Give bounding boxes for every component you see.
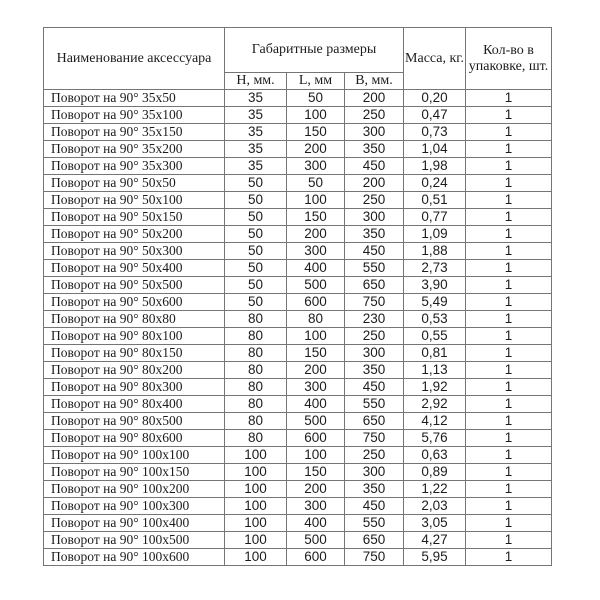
h-cell: 80 xyxy=(225,362,287,379)
qty-cell: 1 xyxy=(466,311,552,328)
name-cell: Поворот на 90° 100x400 xyxy=(44,515,225,532)
mass-cell: 0,77 xyxy=(404,209,466,226)
b-cell: 250 xyxy=(345,192,404,209)
table-row xyxy=(44,464,552,481)
name-cell: Поворот на 90° 100x500 xyxy=(44,532,225,549)
table-row xyxy=(44,481,552,498)
h-cell: 100 xyxy=(225,464,287,481)
b-cell: 350 xyxy=(345,481,404,498)
l-cell: 150 xyxy=(287,345,345,362)
name-cell: Поворот на 90° 50x150 xyxy=(44,209,225,226)
b-cell: 300 xyxy=(345,209,404,226)
b-cell: 550 xyxy=(345,260,404,277)
name-cell: Поворот на 90° 35x50 xyxy=(44,90,225,107)
h-cell: 50 xyxy=(225,277,287,294)
table-row xyxy=(44,277,552,294)
col-header-b-mm: B, мм. xyxy=(345,73,404,90)
qty-cell: 1 xyxy=(466,90,552,107)
b-cell: 200 xyxy=(345,175,404,192)
l-cell: 100 xyxy=(287,107,345,124)
name-cell: Поворот на 90° 80x500 xyxy=(44,413,225,430)
h-cell: 80 xyxy=(225,345,287,362)
mass-cell: 4,27 xyxy=(404,532,466,549)
table-row xyxy=(44,430,552,447)
l-cell: 400 xyxy=(287,396,345,413)
mass-cell: 1,09 xyxy=(404,226,466,243)
l-cell: 150 xyxy=(287,464,345,481)
b-cell: 750 xyxy=(345,549,404,566)
mass-cell: 0,51 xyxy=(404,192,466,209)
l-cell: 150 xyxy=(287,209,345,226)
mass-cell: 1,13 xyxy=(404,362,466,379)
name-cell: Поворот на 90° 100x200 xyxy=(44,481,225,498)
name-cell: Поворот на 90° 35x150 xyxy=(44,124,225,141)
mass-cell: 2,92 xyxy=(404,396,466,413)
h-cell: 35 xyxy=(225,90,287,107)
l-cell: 100 xyxy=(287,192,345,209)
b-cell: 650 xyxy=(345,413,404,430)
mass-cell: 0,20 xyxy=(404,90,466,107)
table-row xyxy=(44,328,552,345)
name-cell: Поворот на 90° 50x50 xyxy=(44,175,225,192)
qty-cell: 1 xyxy=(466,175,552,192)
col-header-accessory-name: Наименование аксессуара xyxy=(44,28,225,90)
l-cell: 600 xyxy=(287,549,345,566)
name-cell: Поворот на 90° 100x300 xyxy=(44,498,225,515)
qty-cell: 1 xyxy=(466,226,552,243)
h-cell: 50 xyxy=(225,226,287,243)
mass-cell: 1,22 xyxy=(404,481,466,498)
mass-cell: 2,03 xyxy=(404,498,466,515)
name-cell: Поворот на 90° 100x600 xyxy=(44,549,225,566)
mass-cell: 0,24 xyxy=(404,175,466,192)
name-cell: Поворот на 90° 50x500 xyxy=(44,277,225,294)
b-cell: 450 xyxy=(345,158,404,175)
b-cell: 350 xyxy=(345,226,404,243)
l-cell: 500 xyxy=(287,277,345,294)
mass-cell: 2,73 xyxy=(404,260,466,277)
table-row xyxy=(44,226,552,243)
mass-cell: 0,55 xyxy=(404,328,466,345)
l-cell: 600 xyxy=(287,294,345,311)
qty-cell: 1 xyxy=(466,192,552,209)
table-row xyxy=(44,532,552,549)
qty-cell: 1 xyxy=(466,447,552,464)
qty-cell: 1 xyxy=(466,396,552,413)
l-cell: 400 xyxy=(287,260,345,277)
table-row xyxy=(44,345,552,362)
h-cell: 100 xyxy=(225,515,287,532)
col-header-h-mm: H, мм. xyxy=(225,73,287,90)
b-cell: 550 xyxy=(345,515,404,532)
qty-cell: 1 xyxy=(466,328,552,345)
mass-cell: 3,90 xyxy=(404,277,466,294)
mass-cell: 0,81 xyxy=(404,345,466,362)
h-cell: 50 xyxy=(225,243,287,260)
l-cell: 100 xyxy=(287,328,345,345)
accessories-dimensions-table xyxy=(43,27,552,566)
mass-cell: 5,49 xyxy=(404,294,466,311)
table-header xyxy=(44,28,552,90)
mass-cell: 4,12 xyxy=(404,413,466,430)
table-row xyxy=(44,260,552,277)
qty-cell: 1 xyxy=(466,124,552,141)
mass-cell: 1,88 xyxy=(404,243,466,260)
name-cell: Поворот на 90° 35x300 xyxy=(44,158,225,175)
b-cell: 230 xyxy=(345,311,404,328)
name-cell: Поворот на 90° 100x150 xyxy=(44,464,225,481)
l-cell: 600 xyxy=(287,430,345,447)
b-cell: 450 xyxy=(345,498,404,515)
b-cell: 250 xyxy=(345,328,404,345)
h-cell: 35 xyxy=(225,107,287,124)
table-row xyxy=(44,192,552,209)
h-cell: 100 xyxy=(225,481,287,498)
h-cell: 100 xyxy=(225,498,287,515)
h-cell: 80 xyxy=(225,430,287,447)
table-row xyxy=(44,498,552,515)
table-row xyxy=(44,141,552,158)
col-header-mass: Масса, кг. xyxy=(404,28,466,90)
name-cell: Поворот на 90° 50x300 xyxy=(44,243,225,260)
l-cell: 500 xyxy=(287,413,345,430)
table-row xyxy=(44,413,552,430)
qty-cell: 1 xyxy=(466,107,552,124)
b-cell: 750 xyxy=(345,294,404,311)
qty-cell: 1 xyxy=(466,260,552,277)
qty-cell: 1 xyxy=(466,481,552,498)
l-cell: 50 xyxy=(287,175,345,192)
col-header-qty-per-pack: Кол-во в упаковке, шт. xyxy=(466,28,552,90)
table-row xyxy=(44,294,552,311)
b-cell: 350 xyxy=(345,141,404,158)
b-cell: 750 xyxy=(345,430,404,447)
name-cell: Поворот на 90° 80x200 xyxy=(44,362,225,379)
qty-cell: 1 xyxy=(466,549,552,566)
b-cell: 250 xyxy=(345,447,404,464)
table-row xyxy=(44,515,552,532)
col-header-l-mm: L, мм xyxy=(287,73,345,90)
qty-cell: 1 xyxy=(466,498,552,515)
qty-cell: 1 xyxy=(466,294,552,311)
mass-cell: 1,98 xyxy=(404,158,466,175)
h-cell: 100 xyxy=(225,549,287,566)
table-row xyxy=(44,362,552,379)
l-cell: 300 xyxy=(287,158,345,175)
name-cell: Поворот на 90° 80x300 xyxy=(44,379,225,396)
qty-cell: 1 xyxy=(466,413,552,430)
qty-cell: 1 xyxy=(466,141,552,158)
table-row xyxy=(44,243,552,260)
b-cell: 450 xyxy=(345,379,404,396)
table-row xyxy=(44,209,552,226)
l-cell: 200 xyxy=(287,141,345,158)
h-cell: 35 xyxy=(225,141,287,158)
mass-cell: 5,95 xyxy=(404,549,466,566)
mass-cell: 1,92 xyxy=(404,379,466,396)
name-cell: Поворот на 90° 80x400 xyxy=(44,396,225,413)
l-cell: 200 xyxy=(287,226,345,243)
mass-cell: 5,76 xyxy=(404,430,466,447)
table-row xyxy=(44,379,552,396)
mass-cell: 1,04 xyxy=(404,141,466,158)
h-cell: 100 xyxy=(225,447,287,464)
table-row xyxy=(44,175,552,192)
mass-cell: 3,05 xyxy=(404,515,466,532)
name-cell: Поворот на 90° 80x100 xyxy=(44,328,225,345)
name-cell: Поворот на 90° 80x80 xyxy=(44,311,225,328)
l-cell: 50 xyxy=(287,90,345,107)
h-cell: 50 xyxy=(225,192,287,209)
l-cell: 200 xyxy=(287,362,345,379)
b-cell: 450 xyxy=(345,243,404,260)
name-cell: Поворот на 90° 35x100 xyxy=(44,107,225,124)
qty-cell: 1 xyxy=(466,515,552,532)
table-row xyxy=(44,158,552,175)
table-row xyxy=(44,549,552,566)
qty-cell: 1 xyxy=(466,379,552,396)
h-cell: 50 xyxy=(225,209,287,226)
h-cell: 35 xyxy=(225,124,287,141)
mass-cell: 0,73 xyxy=(404,124,466,141)
table-row xyxy=(44,396,552,413)
name-cell: Поворот на 90° 50x600 xyxy=(44,294,225,311)
b-cell: 250 xyxy=(345,107,404,124)
qty-cell: 1 xyxy=(466,430,552,447)
h-cell: 100 xyxy=(225,532,287,549)
mass-cell: 0,89 xyxy=(404,464,466,481)
h-cell: 50 xyxy=(225,175,287,192)
qty-cell: 1 xyxy=(466,277,552,294)
table-row xyxy=(44,90,552,107)
l-cell: 150 xyxy=(287,124,345,141)
qty-cell: 1 xyxy=(466,158,552,175)
qty-cell: 1 xyxy=(466,362,552,379)
h-cell: 80 xyxy=(225,311,287,328)
l-cell: 300 xyxy=(287,379,345,396)
name-cell: Поворот на 90° 80x600 xyxy=(44,430,225,447)
mass-cell: 0,63 xyxy=(404,447,466,464)
l-cell: 80 xyxy=(287,311,345,328)
col-header-dimensions-group: Габаритные размеры xyxy=(225,28,404,73)
h-cell: 35 xyxy=(225,158,287,175)
name-cell: Поворот на 90° 50x200 xyxy=(44,226,225,243)
h-cell: 80 xyxy=(225,379,287,396)
h-cell: 50 xyxy=(225,260,287,277)
b-cell: 200 xyxy=(345,90,404,107)
mass-cell: 0,53 xyxy=(404,311,466,328)
h-cell: 80 xyxy=(225,328,287,345)
name-cell: Поворот на 90° 80x150 xyxy=(44,345,225,362)
qty-cell: 1 xyxy=(466,345,552,362)
name-cell: Поворот на 90° 50x400 xyxy=(44,260,225,277)
table-row xyxy=(44,124,552,141)
h-cell: 80 xyxy=(225,413,287,430)
table-row xyxy=(44,311,552,328)
l-cell: 300 xyxy=(287,243,345,260)
l-cell: 200 xyxy=(287,481,345,498)
table-row xyxy=(44,107,552,124)
header-row-main xyxy=(44,28,552,73)
b-cell: 300 xyxy=(345,464,404,481)
h-cell: 80 xyxy=(225,396,287,413)
table-body xyxy=(44,90,552,566)
b-cell: 350 xyxy=(345,362,404,379)
b-cell: 550 xyxy=(345,396,404,413)
l-cell: 400 xyxy=(287,515,345,532)
h-cell: 50 xyxy=(225,294,287,311)
b-cell: 650 xyxy=(345,277,404,294)
name-cell: Поворот на 90° 50x100 xyxy=(44,192,225,209)
l-cell: 300 xyxy=(287,498,345,515)
name-cell: Поворот на 90° 100x100 xyxy=(44,447,225,464)
qty-cell: 1 xyxy=(466,209,552,226)
mass-cell: 0,47 xyxy=(404,107,466,124)
name-cell: Поворот на 90° 35x200 xyxy=(44,141,225,158)
l-cell: 100 xyxy=(287,447,345,464)
qty-cell: 1 xyxy=(466,243,552,260)
table-row xyxy=(44,447,552,464)
b-cell: 300 xyxy=(345,345,404,362)
b-cell: 300 xyxy=(345,124,404,141)
b-cell: 650 xyxy=(345,532,404,549)
l-cell: 500 xyxy=(287,532,345,549)
qty-cell: 1 xyxy=(466,532,552,549)
qty-cell: 1 xyxy=(466,464,552,481)
